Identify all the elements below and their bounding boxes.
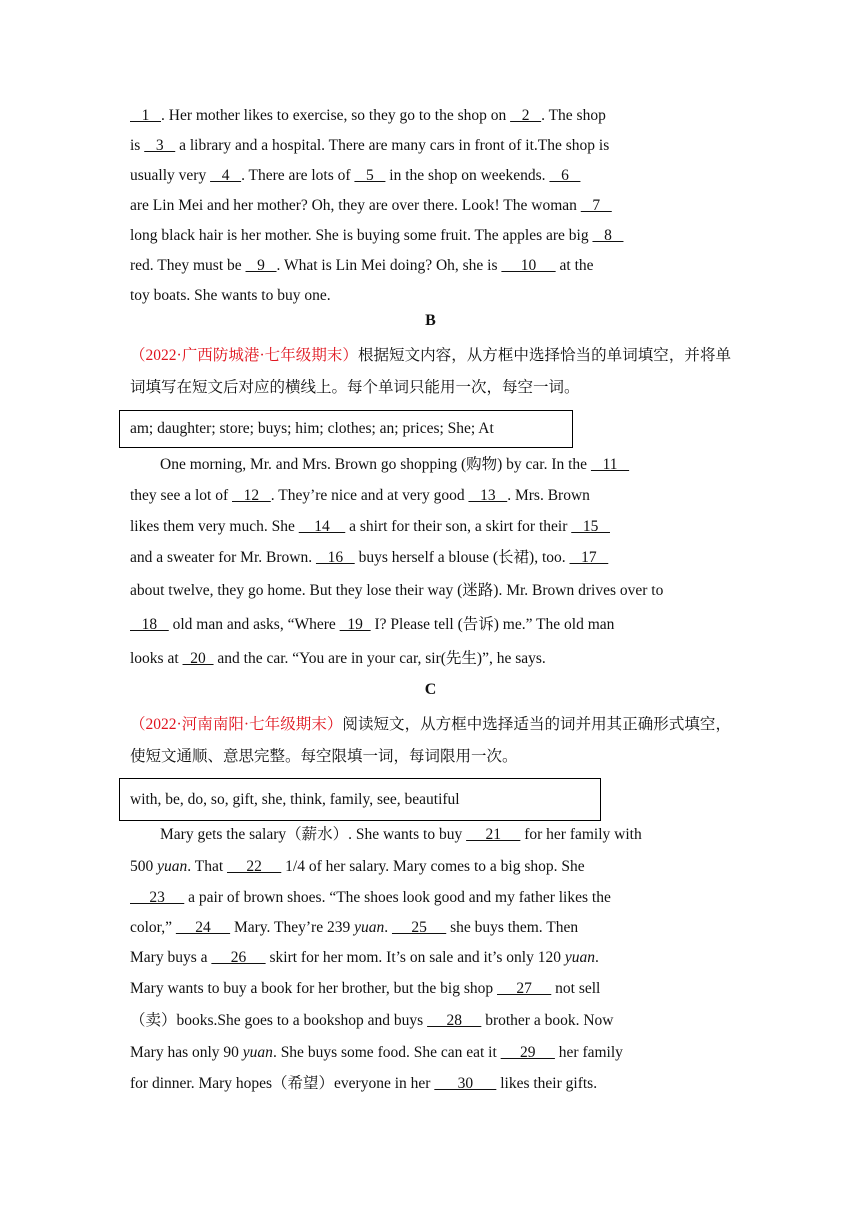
italic-word: yuan — [354, 919, 385, 936]
word-box-b: am; daughter; store; buys; him; clothes; an; prices; She; At — [119, 410, 573, 448]
text-line — [130, 608, 731, 642]
text-run: likes them very much. She — [130, 518, 299, 535]
answer-blank-20[interactable]: 20 — [182, 650, 214, 667]
passage-c — [130, 819, 731, 1099]
text-run: a library and a hospital. There are many cars in front of it.The shop is — [175, 137, 610, 154]
answer-blank-28[interactable]: 28 — [427, 1012, 482, 1029]
answer-blank-27[interactable]: 27 — [497, 980, 552, 997]
text-run: old man and asks, “Where — [168, 616, 340, 633]
text-run: is — [130, 137, 145, 154]
answer-blank-3[interactable]: 3 — [144, 137, 176, 154]
section-b-instruction — [130, 340, 731, 404]
text-run: not sell — [551, 980, 601, 997]
text-line — [130, 512, 731, 542]
text-run: red. They must be — [130, 257, 246, 274]
answer-blank-29[interactable]: 29 — [500, 1044, 555, 1061]
text-run: she buys them. Then — [446, 919, 579, 936]
text-line — [130, 542, 731, 574]
text-run: in the shop on weekends. — [385, 167, 550, 184]
answer-blank-22[interactable]: 22 — [227, 858, 282, 875]
answer-blank-15[interactable]: 15 — [571, 518, 610, 535]
text-line — [130, 883, 731, 913]
text-run: 1/4 of her salary. Mary comes to a big shop. She — [281, 858, 585, 875]
section-b-instruction-text: 根据短文内容，从方框中选择恰当的单词填空，并将单词填写在短文后对应的横线上。每个单词只能用一次，每空一词。 — [130, 347, 731, 396]
answer-blank-12[interactable]: 12 — [232, 487, 271, 504]
text-run: a pair of brown shoes. “The shoes look good and my father likes the — [184, 889, 611, 906]
text-line — [130, 101, 731, 131]
text-run: . She buys some food. She can eat it — [272, 1044, 501, 1061]
answer-blank-23[interactable]: 23 — [130, 889, 185, 906]
text-line — [130, 191, 731, 221]
answer-blank-19[interactable]: 19 — [339, 616, 371, 633]
text-run: . The shop — [541, 107, 606, 124]
text-run: . — [594, 949, 599, 966]
answer-blank-13[interactable]: 13 — [468, 487, 508, 504]
text-run: for dinner. Mary hopes（希望）everyone in her — [130, 1075, 435, 1092]
text-run: they see a lot of — [130, 487, 233, 504]
text-run: Mary has only 90 — [130, 1044, 243, 1061]
text-line — [130, 851, 731, 883]
answer-blank-9[interactable]: 9 — [245, 257, 277, 274]
text-run: a shirt for their son, a skirt for their — [345, 518, 572, 535]
text-run: and a sweater for Mr. Brown. — [130, 549, 316, 566]
answer-blank-6[interactable]: 6 — [549, 167, 581, 184]
text-run: . What is Lin Mei doing? Oh, she is — [276, 257, 502, 274]
answer-blank-17[interactable]: 17 — [569, 549, 609, 566]
passage-a-continuation — [130, 101, 731, 311]
text-run: buys herself a blouse (长裙), too. — [354, 549, 570, 566]
answer-blank-24[interactable]: 24 — [175, 919, 231, 936]
text-line — [130, 450, 731, 480]
answer-blank-14[interactable]: 14 — [298, 518, 346, 535]
text-line — [130, 574, 731, 608]
text-line — [130, 131, 731, 161]
text-run: 500 — [130, 858, 158, 875]
text-line — [130, 1005, 731, 1037]
section-c-source: （2022·河南南阳·七年级期末） — [130, 716, 343, 733]
text-run: toy boats. She wants to buy one. — [130, 287, 331, 304]
text-line — [130, 221, 731, 251]
text-run: skirt for her mom. It’s on sale and it’s only 120 — [265, 949, 565, 966]
text-line — [130, 161, 731, 191]
text-run: looks at — [130, 650, 183, 667]
answer-blank-26[interactable]: 26 — [211, 949, 266, 966]
section-b-source: （2022·广西防城港·七年级期末） — [130, 347, 358, 364]
text-run: about twelve, they go home. But they lose their way (迷路). Mr. Brown drives over to — [130, 582, 664, 599]
text-run: . There are lots of — [241, 167, 355, 184]
text-run: brother a book. Now — [481, 1012, 614, 1029]
answer-blank-25[interactable]: 25 — [391, 919, 447, 936]
text-run: . They’re nice and at very good — [270, 487, 469, 504]
text-run: for her family with — [520, 826, 642, 843]
word-box-c: with, be, do, so, gift, she, think, family, see, beautiful — [119, 778, 601, 821]
text-run: color,” — [130, 919, 176, 936]
answer-blank-1[interactable]: 1 — [130, 107, 161, 124]
text-run: Mary buys a — [130, 949, 212, 966]
text-line — [130, 642, 731, 676]
italic-word: yuan — [157, 858, 188, 875]
answer-blank-7[interactable]: 7 — [580, 197, 612, 214]
text-run: Mary wants to buy a book for her brother, but the big shop — [130, 980, 498, 997]
text-run: . Mrs. Brown — [507, 487, 590, 504]
text-run: . That — [187, 858, 228, 875]
text-line — [130, 913, 731, 943]
text-line — [130, 281, 731, 311]
text-line — [130, 1037, 731, 1069]
answer-blank-18[interactable]: 18 — [130, 616, 169, 633]
answer-blank-30[interactable]: 30 — [434, 1075, 497, 1092]
text-line — [130, 1069, 731, 1099]
answer-blank-11[interactable]: 11 — [590, 456, 630, 473]
section-b-heading: B — [425, 312, 436, 329]
text-line — [130, 819, 731, 851]
section-c-heading: C — [424, 681, 437, 698]
text-run: her family — [554, 1044, 623, 1061]
answer-blank-21[interactable]: 21 — [466, 826, 521, 843]
answer-blank-10[interactable]: 10 — [501, 257, 556, 274]
text-run: at the — [555, 257, 594, 274]
italic-word: yuan — [564, 949, 595, 966]
text-run: （卖）books.She goes to a bookshop and buys — [130, 1012, 428, 1029]
text-run: long black hair is her mother. She is buying some fruit. The apples are big — [130, 227, 593, 244]
text-line — [130, 973, 731, 1005]
text-line — [130, 943, 731, 973]
text-run: Mary. They’re 239 — [230, 919, 355, 936]
text-run: Mary gets the salary（薪水）. She wants to buy — [160, 826, 467, 843]
section-c-instruction — [130, 709, 731, 773]
passage-b — [130, 450, 731, 676]
text-run: . — [384, 919, 392, 936]
answer-blank-4[interactable]: 4 — [210, 167, 242, 184]
text-run: I? Please tell (告诉) me.” The old man — [370, 616, 615, 633]
answer-blank-2[interactable]: 2 — [510, 107, 542, 124]
text-run: One morning, Mr. and Mrs. Brown go shopping (购物) by car. In the — [160, 456, 591, 473]
text-run: . Her mother likes to exercise, so they go to the shop on — [161, 107, 511, 124]
section-c-instruction-text: 阅读短文，从方框中选择适当的词并用其正确形式填空，使短文通顺、意思完整。每空限填一词，每词限用一次。 — [130, 716, 731, 765]
answer-blank-5[interactable]: 5 — [354, 167, 386, 184]
answer-blank-8[interactable]: 8 — [592, 227, 624, 244]
text-run: are Lin Mei and her mother? Oh, they are over there. Look! The woman — [130, 197, 581, 214]
answer-blank-16[interactable]: 16 — [315, 549, 355, 566]
text-line — [130, 480, 731, 512]
text-run: usually very — [130, 167, 211, 184]
text-run: likes their gifts. — [496, 1075, 598, 1092]
text-run: and the car. “You are in your car, sir(先生)”, he says. — [213, 650, 546, 667]
text-line — [130, 251, 731, 281]
italic-word: yuan — [242, 1044, 273, 1061]
